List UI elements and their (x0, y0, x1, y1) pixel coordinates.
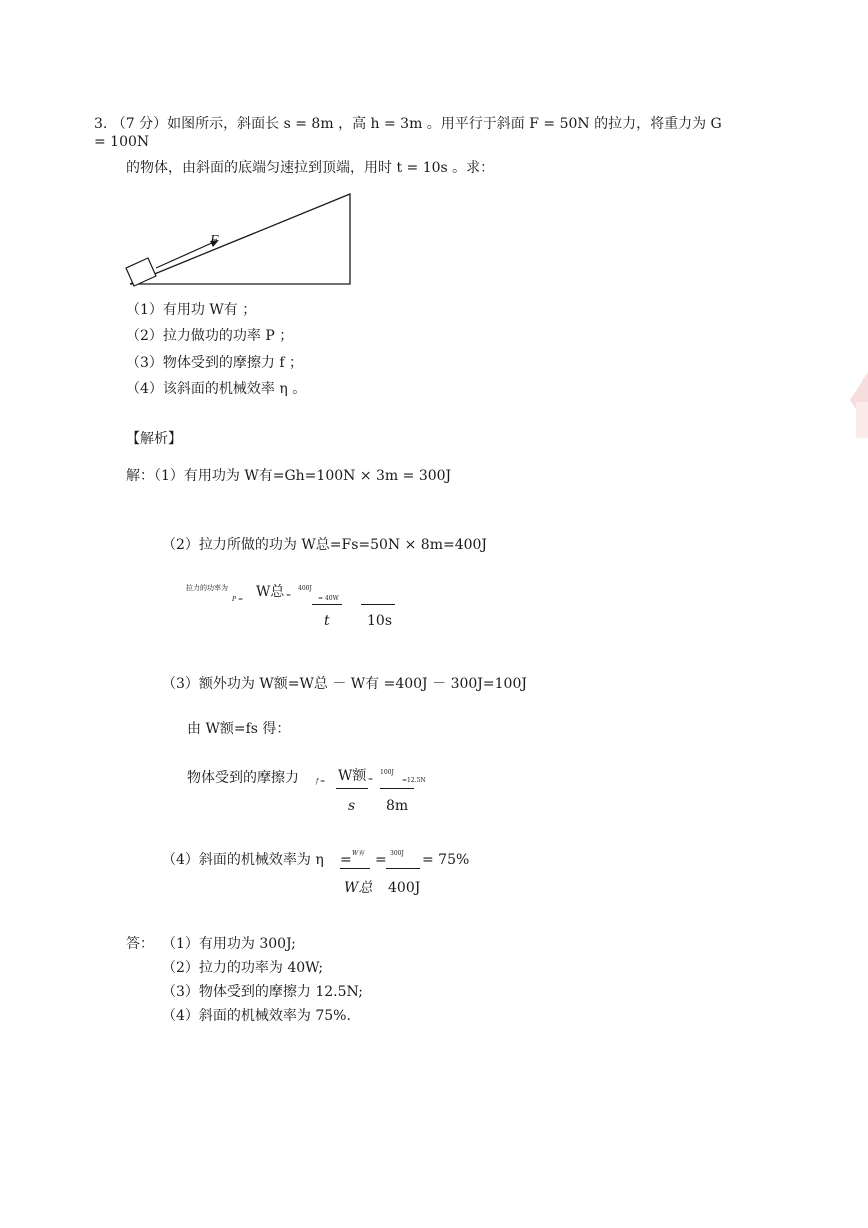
question-line-1: 3. （7 分）如图所示，斜面长 s = 8m ，高 h = 3m 。用平行于斜面 F = 50N 的拉力，将重力为 G (94, 116, 722, 132)
analysis-step-2: （2）拉力所做的功为 W总=Fs=50N × 8m=400J (162, 537, 488, 553)
power-fraction-bar-1 (312, 604, 342, 605)
question-item-3: （3）物体受到的摩擦力 f ； (126, 355, 303, 371)
power-eq: = (286, 592, 292, 599)
power-label: 拉力的功率为 (186, 584, 228, 592)
power-fraction-bar-2 (361, 604, 395, 605)
analysis-step-3: （3）额外功为 W额=W总 － W有 =400J － 300J=100J (162, 676, 527, 692)
analysis-heading: 【解析】 (126, 431, 182, 447)
answer-line-2: （2）拉力的功率为 40W; (162, 960, 324, 976)
question-item-4: （4）该斜面的机械效率 η 。 (126, 381, 307, 397)
efficiency-num-sym: W有 (352, 850, 365, 857)
efficiency-den-val: 400J (388, 880, 421, 896)
friction-lhs: f = (316, 778, 326, 785)
decorative-corner-shade (856, 402, 868, 438)
analysis-step-3b: 由 W额=fs 得： (187, 721, 291, 737)
question-item-2: （2）拉力做功的功率 P ； (126, 328, 294, 344)
power-num-sym: W总 (256, 584, 285, 600)
friction-fraction-bar-1 (336, 788, 368, 789)
force-arrow-shaft (156, 242, 214, 268)
power-den-sym: t (324, 613, 330, 629)
efficiency-label: （4）斜面的机械效率为 η (162, 852, 324, 868)
incline-triangle (130, 194, 350, 284)
answer-line-1: （1）有用功为 300J; (162, 936, 296, 952)
power-result: = 40W (318, 595, 339, 602)
analysis-step-1: 解：（1）有用功为 W有=Gh=100N × 3m = 300J (126, 468, 452, 484)
question-item-1: （1）有用功 W有 ； (126, 302, 257, 318)
answer-line-4: （4）斜面的机械效率为 75%. (162, 1008, 351, 1024)
efficiency-eq-2: = (375, 852, 387, 868)
efficiency-num-val: 300J (390, 850, 404, 857)
incline-diagram (120, 190, 360, 294)
force-label: F (210, 233, 219, 248)
friction-result: =12.5N (402, 777, 426, 784)
answer-prefix: 答： (126, 936, 154, 952)
friction-eq: = (368, 776, 374, 783)
power-den-val: 10s (367, 613, 392, 629)
question-line-2: 的物体，由斜面的底端匀速拉到顶端，用时 t = 10s 。求： (126, 160, 495, 176)
efficiency-result: = 75% (422, 852, 470, 868)
friction-den-sym: s (348, 798, 356, 814)
friction-num-val: 100J (380, 769, 394, 776)
answer-line-3: （3）物体受到的摩擦力 12.5N; (162, 984, 363, 1000)
friction-fraction-bar-2 (380, 788, 414, 789)
friction-den-val: 8m (386, 798, 409, 814)
efficiency-fraction-bar-2 (386, 868, 420, 869)
power-num-val: 400J (298, 585, 312, 592)
block (126, 258, 156, 286)
question-line-1-cont: = 100N (94, 134, 150, 150)
power-lhs: P = (232, 596, 243, 603)
efficiency-den-sym: W总 (344, 880, 373, 896)
friction-num-sym: W额 (338, 768, 367, 784)
efficiency-fraction-bar-1 (340, 868, 370, 869)
efficiency-eq-1: = (340, 852, 352, 868)
friction-label: 物体受到的摩擦力 (187, 770, 299, 786)
